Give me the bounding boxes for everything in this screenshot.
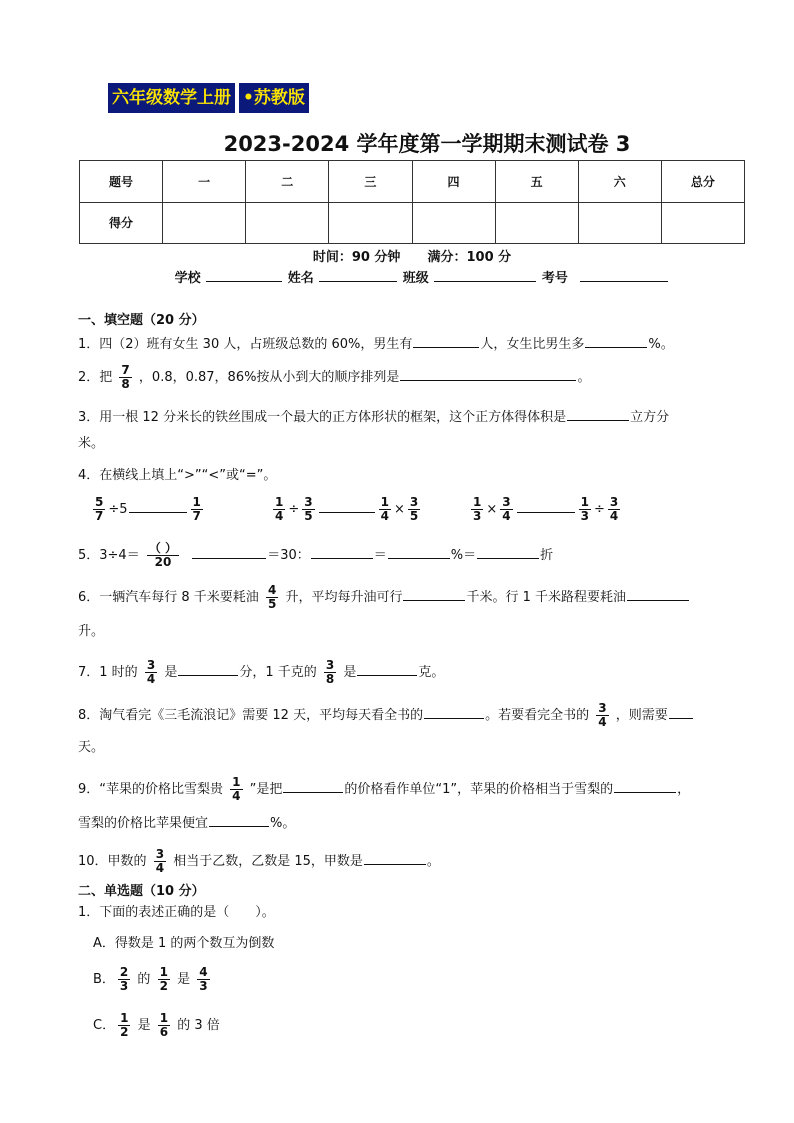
denominator: 3 xyxy=(119,979,129,993)
question-1 xyxy=(78,333,674,355)
mc-option-c[interactable] xyxy=(93,1012,220,1039)
fraction xyxy=(273,496,285,523)
q1-text: 1．四（2）班有女生 30 人，占班级总数的 60%，男生有 xyxy=(78,337,413,352)
score-cell[interactable] xyxy=(495,202,578,244)
q4-blank-1[interactable] xyxy=(129,498,187,513)
denominator: 6 xyxy=(159,1025,169,1039)
question-6-cont: 升。 xyxy=(78,624,105,639)
q2-text-c: 。 xyxy=(577,370,591,385)
denominator: 2 xyxy=(159,979,168,993)
q7-text-b: 是 xyxy=(164,665,178,680)
question-9 xyxy=(78,776,690,803)
fraction xyxy=(324,659,336,686)
score-cell[interactable] xyxy=(661,202,744,244)
q3-text: 3．用一根 12 分米长的铁丝围成一个最大的正方体形状的框架，这个正方体得体积是 xyxy=(78,410,567,425)
class-label: 班级 xyxy=(402,271,429,286)
q9-text-g: %。 xyxy=(270,816,296,831)
question-5 xyxy=(78,542,553,569)
q9-blank-2[interactable] xyxy=(614,778,676,793)
q7-blank-1[interactable] xyxy=(178,661,238,676)
q4-blank-2[interactable] xyxy=(319,498,375,513)
student-info xyxy=(0,267,794,286)
operator: ÷ xyxy=(288,502,300,517)
fraction xyxy=(230,776,242,803)
q10-text-c: 。 xyxy=(426,854,440,869)
option-text: 的 xyxy=(137,972,151,987)
score-header-cell: 二 xyxy=(246,161,329,203)
class-blank[interactable] xyxy=(434,267,536,282)
score-header-cell: 三 xyxy=(329,161,412,203)
numerator: 1 xyxy=(580,495,589,509)
option-text: 的 3 倍 xyxy=(177,1018,220,1033)
question-6 xyxy=(78,584,690,611)
numerator: 1 xyxy=(232,775,241,789)
denominator: 4 xyxy=(146,672,156,686)
name-blank[interactable] xyxy=(319,267,397,282)
fraction xyxy=(145,659,157,686)
denominator: 4 xyxy=(155,861,165,875)
denominator: 8 xyxy=(121,377,130,391)
numerator: 3 xyxy=(409,495,419,509)
q9-text-f: 雪梨的价格比苹果便宜 xyxy=(78,816,209,831)
fraction xyxy=(154,848,166,875)
q1-text-c: %。 xyxy=(648,337,674,352)
q5-blank-2[interactable] xyxy=(311,544,373,559)
numerator: 3 xyxy=(146,658,156,672)
score-table xyxy=(79,160,745,244)
q2-text: 2．把 xyxy=(78,370,113,385)
fraction xyxy=(408,496,420,523)
numerator: 3 xyxy=(155,847,165,861)
score-header-cell: 六 xyxy=(578,161,661,203)
exam-info xyxy=(0,246,794,265)
question-8-cont: 天。 xyxy=(78,740,105,755)
badge-edition: •苏教版 xyxy=(239,83,309,113)
q5-text-c: ＝ xyxy=(373,548,387,563)
q1-text-b: 人，女生比男生多 xyxy=(480,337,585,352)
edition-badge xyxy=(108,83,309,113)
q3-text-b: 立方分 xyxy=(630,410,670,425)
q7-text-f: 克。 xyxy=(418,665,445,680)
q6-blank-1[interactable] xyxy=(403,586,465,601)
school-blank[interactable] xyxy=(206,267,282,282)
q4-expr-3 xyxy=(468,496,623,523)
q1-blank-2[interactable] xyxy=(585,333,647,348)
fraction xyxy=(302,496,314,523)
numerator: （ ） xyxy=(148,541,178,555)
q8-blank-2[interactable] xyxy=(669,704,693,719)
score-header-cell: 总分 xyxy=(661,161,744,203)
score-header-cell: 题号 xyxy=(80,161,163,203)
q3-blank[interactable] xyxy=(567,406,629,421)
q9-blank-3[interactable] xyxy=(209,812,269,827)
score-header-cell: 一 xyxy=(163,161,246,203)
denominator: 4 xyxy=(380,509,389,523)
q9-text-e: ， xyxy=(677,782,691,797)
q7-text: 7．1 时的 xyxy=(78,665,138,680)
denominator: 7 xyxy=(192,509,201,523)
numerator: 3 xyxy=(325,658,335,672)
q9-text: 9．“苹果的价格比雪梨贵 xyxy=(78,782,224,797)
operator: × xyxy=(486,502,498,517)
q7-blank-2[interactable] xyxy=(357,661,417,676)
numerator: 3 xyxy=(609,495,619,509)
exam-time: 时间：90 分钟 xyxy=(312,250,401,265)
question-3-cont: 米。 xyxy=(78,436,105,451)
numerator: 4 xyxy=(199,965,208,979)
q7-text-c: 分，1 千克的 xyxy=(239,665,317,680)
exam-full-score: 满分：100 分 xyxy=(427,250,512,265)
fraction xyxy=(158,1012,170,1039)
denominator: 4 xyxy=(598,715,607,729)
fraction xyxy=(118,966,130,993)
score-header-cell: 五 xyxy=(495,161,578,203)
q6-text-c: 千米。行 1 千米路程要耗油 xyxy=(466,590,627,605)
q4-blank-3[interactable] xyxy=(517,498,575,513)
option-label: C． xyxy=(93,1018,116,1033)
denominator: 20 xyxy=(154,555,172,569)
fraction xyxy=(191,496,203,523)
question-7 xyxy=(78,659,444,686)
q7-text-e: 是 xyxy=(343,665,357,680)
q10-blank[interactable] xyxy=(364,850,426,865)
score-cell[interactable] xyxy=(246,202,329,244)
q8-text: 8．淘气看完《三毛流浪记》需要 12 天，平均每天看全书的 xyxy=(78,708,424,723)
q5-text-b: ＝30： xyxy=(267,548,310,563)
fraction xyxy=(118,1012,130,1039)
numerator: 2 xyxy=(119,965,129,979)
q9-text-c: 的价格看作单位“1”，苹果的价格相当于雪梨的 xyxy=(344,782,614,797)
numerator: 1 xyxy=(159,965,168,979)
numerator: 1 xyxy=(275,495,284,509)
fraction xyxy=(266,584,278,611)
operator: ÷5 xyxy=(108,502,128,517)
numerator: 1 xyxy=(473,495,482,509)
score-header-cell: 四 xyxy=(412,161,495,203)
section2-title: 二、单选题（10 分） xyxy=(78,884,205,899)
q8-blank-1[interactable] xyxy=(424,704,484,719)
denominator: 5 xyxy=(267,597,277,611)
score-cell[interactable] xyxy=(578,202,661,244)
denominator: 4 xyxy=(609,509,619,523)
q10-text-b: 相当于乙数，乙数是 15，甲数是 xyxy=(173,854,363,869)
question-9-cont xyxy=(78,812,295,834)
mc-option-b[interactable] xyxy=(93,966,213,993)
option-text: 是 xyxy=(137,1018,151,1033)
q9-text-b: ”是把 xyxy=(249,782,283,797)
fraction xyxy=(147,542,179,569)
numerator: 3 xyxy=(304,495,313,509)
q2-text-b: ，0.8，0.87，86%按从小到大的顺序排列是 xyxy=(138,370,400,385)
name-label: 姓名 xyxy=(287,271,314,286)
q5-text-f: 折 xyxy=(540,548,554,563)
q6-text-b: 升，平均每升油可行 xyxy=(285,590,403,605)
numerator: 1 xyxy=(380,495,389,509)
option-label: B． xyxy=(93,972,115,987)
numerator: 1 xyxy=(192,495,201,509)
numerator: 1 xyxy=(120,1011,129,1025)
fraction xyxy=(471,496,483,523)
question-8 xyxy=(78,702,694,729)
denominator: 4 xyxy=(502,509,511,523)
q5-blank-3[interactable] xyxy=(388,544,450,559)
numerator: 4 xyxy=(267,583,277,597)
fraction xyxy=(93,496,105,523)
q8-text-c: ，则需要 xyxy=(615,708,668,723)
denominator: 3 xyxy=(580,509,589,523)
fraction xyxy=(158,966,170,993)
q4-expr-1 xyxy=(90,496,206,523)
denominator: 7 xyxy=(95,509,104,523)
operator: × xyxy=(393,502,405,517)
score-cell[interactable] xyxy=(163,202,246,244)
denominator: 3 xyxy=(199,979,208,993)
denominator: 2 xyxy=(120,1025,129,1039)
question-4: 4．在横线上填上“>”“<”或“=”。 xyxy=(78,468,277,483)
score-row-label: 得分 xyxy=(80,202,163,244)
fraction xyxy=(596,702,608,729)
q6-blank-2[interactable] xyxy=(627,586,689,601)
q4-expr-2 xyxy=(270,496,423,523)
fraction xyxy=(119,364,131,391)
q6-text: 6．一辆汽车每行 8 千米要耗油 xyxy=(78,590,259,605)
fraction xyxy=(608,496,620,523)
q5-text: 5．3÷4＝ xyxy=(78,548,140,563)
denominator: 3 xyxy=(473,509,482,523)
fraction xyxy=(500,496,512,523)
question-2 xyxy=(78,364,590,391)
badge-grade: 六年级数学上册 xyxy=(108,83,235,113)
score-value-row xyxy=(80,202,745,244)
q5-blank-4[interactable] xyxy=(477,544,539,559)
fraction xyxy=(579,496,591,523)
numerator: 3 xyxy=(598,701,607,715)
q2-blank[interactable] xyxy=(400,366,576,381)
numerator: 3 xyxy=(502,495,511,509)
denominator: 8 xyxy=(325,672,335,686)
q5-text-e: %＝ xyxy=(450,548,477,563)
q8-text-b: 。若要看完全书的 xyxy=(485,708,590,723)
numerator: 1 xyxy=(159,1011,169,1025)
operator: ÷ xyxy=(593,502,605,517)
fraction xyxy=(197,966,209,993)
number-label: 考号 xyxy=(541,271,568,286)
score-cell[interactable] xyxy=(329,202,412,244)
q1-blank-1[interactable] xyxy=(413,333,479,348)
denominator: 4 xyxy=(232,789,241,803)
q9-blank-1[interactable] xyxy=(283,778,343,793)
denominator: 5 xyxy=(409,509,419,523)
numerator: 5 xyxy=(95,495,104,509)
q10-text: 10．甲数的 xyxy=(78,854,147,869)
question-10 xyxy=(78,848,440,875)
question-3 xyxy=(78,406,669,428)
option-text: 是 xyxy=(177,972,191,987)
number-blank[interactable] xyxy=(580,267,668,282)
mc-question-1: 1．下面的表述正确的是（ ）。 xyxy=(78,905,275,920)
score-header-row xyxy=(80,161,745,203)
school-label: 学校 xyxy=(174,271,201,286)
denominator: 5 xyxy=(304,509,313,523)
denominator: 4 xyxy=(275,509,284,523)
q5-blank-1[interactable] xyxy=(192,544,266,559)
page-title: 2023-2024 学年度第一学期期末测试卷 3 xyxy=(223,132,631,156)
numerator: 7 xyxy=(121,363,130,377)
section1-title: 一、填空题（20 分） xyxy=(78,313,205,328)
mc-option-a[interactable]: A．得数是 1 的两个数互为倒数 xyxy=(93,936,275,951)
score-cell[interactable] xyxy=(412,202,495,244)
fraction xyxy=(379,496,391,523)
